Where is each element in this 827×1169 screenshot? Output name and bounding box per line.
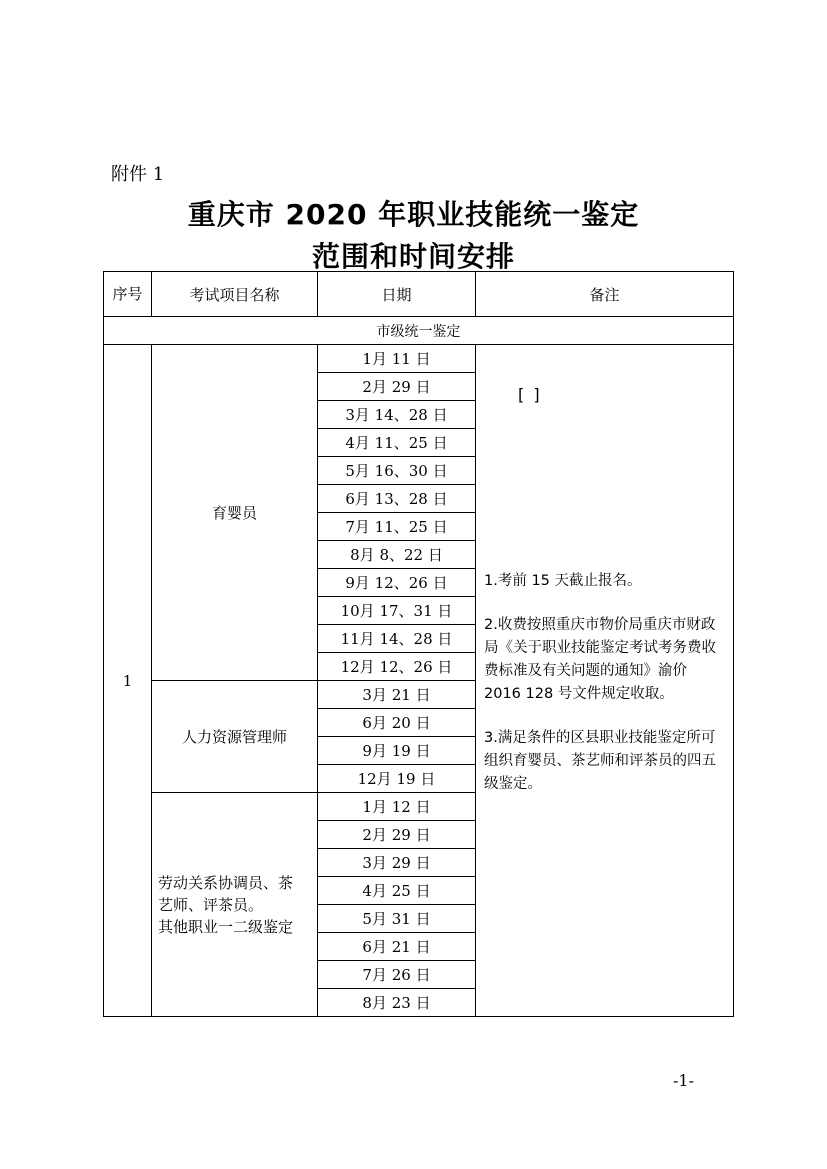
document-title-line1: 重庆市 2020 年职业技能统一鉴定 (187, 198, 640, 231)
header-remarks: 备注 (476, 272, 734, 317)
date-cell: 2月 29 日 (318, 373, 476, 401)
remarks-notes (484, 570, 725, 796)
remarks-cell (476, 345, 734, 1017)
date-cell: 4月 25 日 (318, 877, 476, 905)
project-name-cell: 人力资源管理师 (152, 681, 318, 793)
date-cell: 12月 12、26 日 (318, 653, 476, 681)
header-date: 日期 (318, 272, 476, 317)
date-cell: 6月 13、28 日 (318, 485, 476, 513)
date-cell: 10月 17、31 日 (318, 597, 476, 625)
date-cell: 1月 11 日 (318, 345, 476, 373)
section-title: 市级统一鉴定 (104, 317, 734, 345)
date-cell: 11月 14、28 日 (318, 625, 476, 653)
date-cell: 3月 29 日 (318, 849, 476, 877)
date-cell: 7月 26 日 (318, 961, 476, 989)
date-cell: 6月 20 日 (318, 709, 476, 737)
date-cell: 2月 29 日 (318, 821, 476, 849)
section-row (104, 317, 734, 345)
table-row (104, 345, 734, 373)
schedule-table (103, 271, 734, 1017)
date-cell: 8月 23 日 (318, 989, 476, 1017)
date-cell: 5月 16、30 日 (318, 457, 476, 485)
date-cell: 3月 14、28 日 (318, 401, 476, 429)
project-name-line: 其他职业一二级鉴定 (158, 917, 294, 936)
project-name-cell: 育婴员 (152, 345, 318, 681)
date-cell: 3月 21 日 (318, 681, 476, 709)
date-cell: 4月 11、25 日 (318, 429, 476, 457)
header-seq: 序号 (104, 272, 152, 317)
remarks-bracket: [ ] (518, 385, 542, 404)
remark-note: 2.收费按照重庆市物价局重庆市财政局《关于职业技能鉴定考试考务费收费标准及有关问题的通知》渝价 2016 128 号文件规定收取。 (484, 617, 716, 702)
remark-note: 1.考前 15 天截止报名。 (484, 573, 642, 589)
seq-cell: 1 (104, 345, 152, 1017)
document-title-line2: 范围和时间安排 (311, 240, 515, 273)
date-cell: 5月 31 日 (318, 905, 476, 933)
date-cell: 12月 19 日 (318, 765, 476, 793)
date-cell: 7月 11、25 日 (318, 513, 476, 541)
attachment-label: 附件 1 (111, 164, 165, 185)
date-cell: 6月 21 日 (318, 933, 476, 961)
table-header-row (104, 272, 734, 317)
date-cell: 9月 19 日 (318, 737, 476, 765)
project-name-line: 劳动关系协调员、茶 (158, 873, 294, 892)
header-project: 考试项目名称 (152, 272, 318, 317)
date-cell: 1月 12 日 (318, 793, 476, 821)
date-cell: 8月 8、22 日 (318, 541, 476, 569)
page-number: -1- (673, 1071, 694, 1090)
remark-note: 3.满足条件的区县职业技能鉴定所可组织育婴员、茶艺师和评茶员的四五级鉴定。 (484, 730, 716, 792)
date-cell: 9月 12、26 日 (318, 569, 476, 597)
project-name-line: 艺师、评茶员。 (158, 895, 264, 914)
project-name-cell (152, 793, 318, 1017)
